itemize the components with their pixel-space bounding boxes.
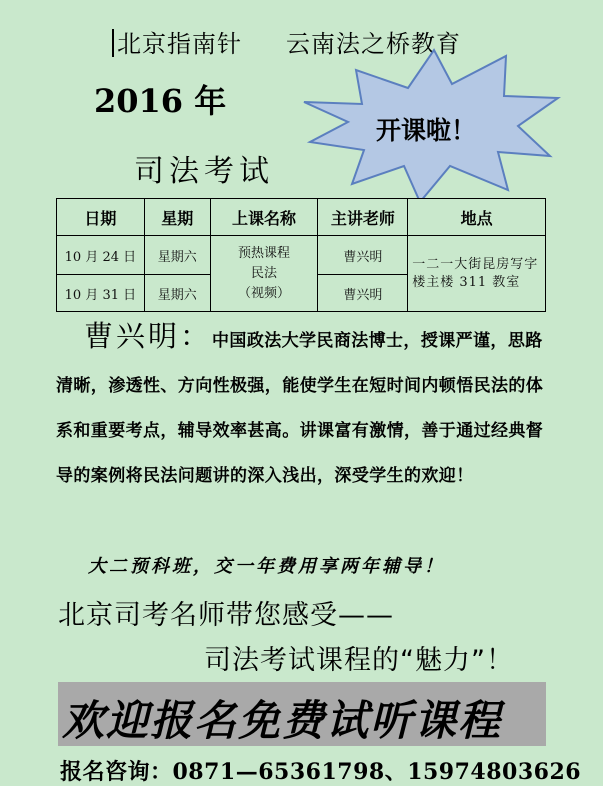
weekday-cell: 星期六: [144, 275, 210, 312]
header-left: 北京指南针: [117, 30, 242, 58]
promo-line: 大二预科班，交一年费用享两年辅导！: [88, 556, 445, 577]
weekday-cell: 星期六: [144, 236, 210, 275]
burst-text: 开课啦！: [376, 116, 477, 145]
trial-banner: [58, 682, 546, 746]
table-row: [57, 236, 546, 275]
place-cell: 一二一大街昆房写字楼主楼 311 教室: [408, 236, 546, 312]
slogan-line-2: 司法考试课程的“魅力”！: [204, 645, 514, 676]
header-weekday: 星期: [144, 199, 210, 236]
schedule-table: [56, 198, 546, 312]
course-line: 民法: [251, 265, 278, 281]
slogan-line-1: 北京司考名师带您感受——: [58, 600, 394, 631]
header-course: 上课名称: [210, 199, 318, 236]
teacher-name: 曹兴明：: [84, 319, 213, 353]
header-place: 地点: [408, 199, 546, 236]
teacher-bio: [56, 314, 552, 499]
table-header-row: [57, 199, 546, 236]
trial-text: 欢迎报名免费试听课程: [62, 696, 503, 745]
header-right: 云南法之桥教育: [286, 30, 461, 58]
year-heading: 2016 年: [94, 82, 227, 120]
teacher-cell: 曹兴明: [318, 236, 408, 275]
course-line: 预热课程: [238, 245, 291, 261]
text-cursor: [112, 29, 114, 57]
teacher-cell: 曹兴明: [318, 275, 408, 312]
date-cell: 10 月 24 日: [57, 236, 145, 275]
date-cell: 10 月 31 日: [57, 275, 145, 312]
contact-line: 报名咨询：0871—65361798、15974803626: [60, 759, 582, 785]
exam-title: 司法考试: [134, 154, 274, 189]
bio-text: 中国政法大学民商法博士，授课严谨，思路清晰，渗透性、方向性极强，能使学生在短时间内顿悟民法的体系和重要考点，辅导效率甚高。讲课富有激情，善于通过经典督导的案例将民法问题讲的深入浅出，深受学生的欢迎！: [56, 331, 544, 486]
course-cell: [210, 236, 318, 312]
header-teacher: 主讲老师: [318, 199, 408, 236]
header-date: 日期: [57, 199, 145, 236]
course-line: （视频）: [238, 285, 291, 301]
